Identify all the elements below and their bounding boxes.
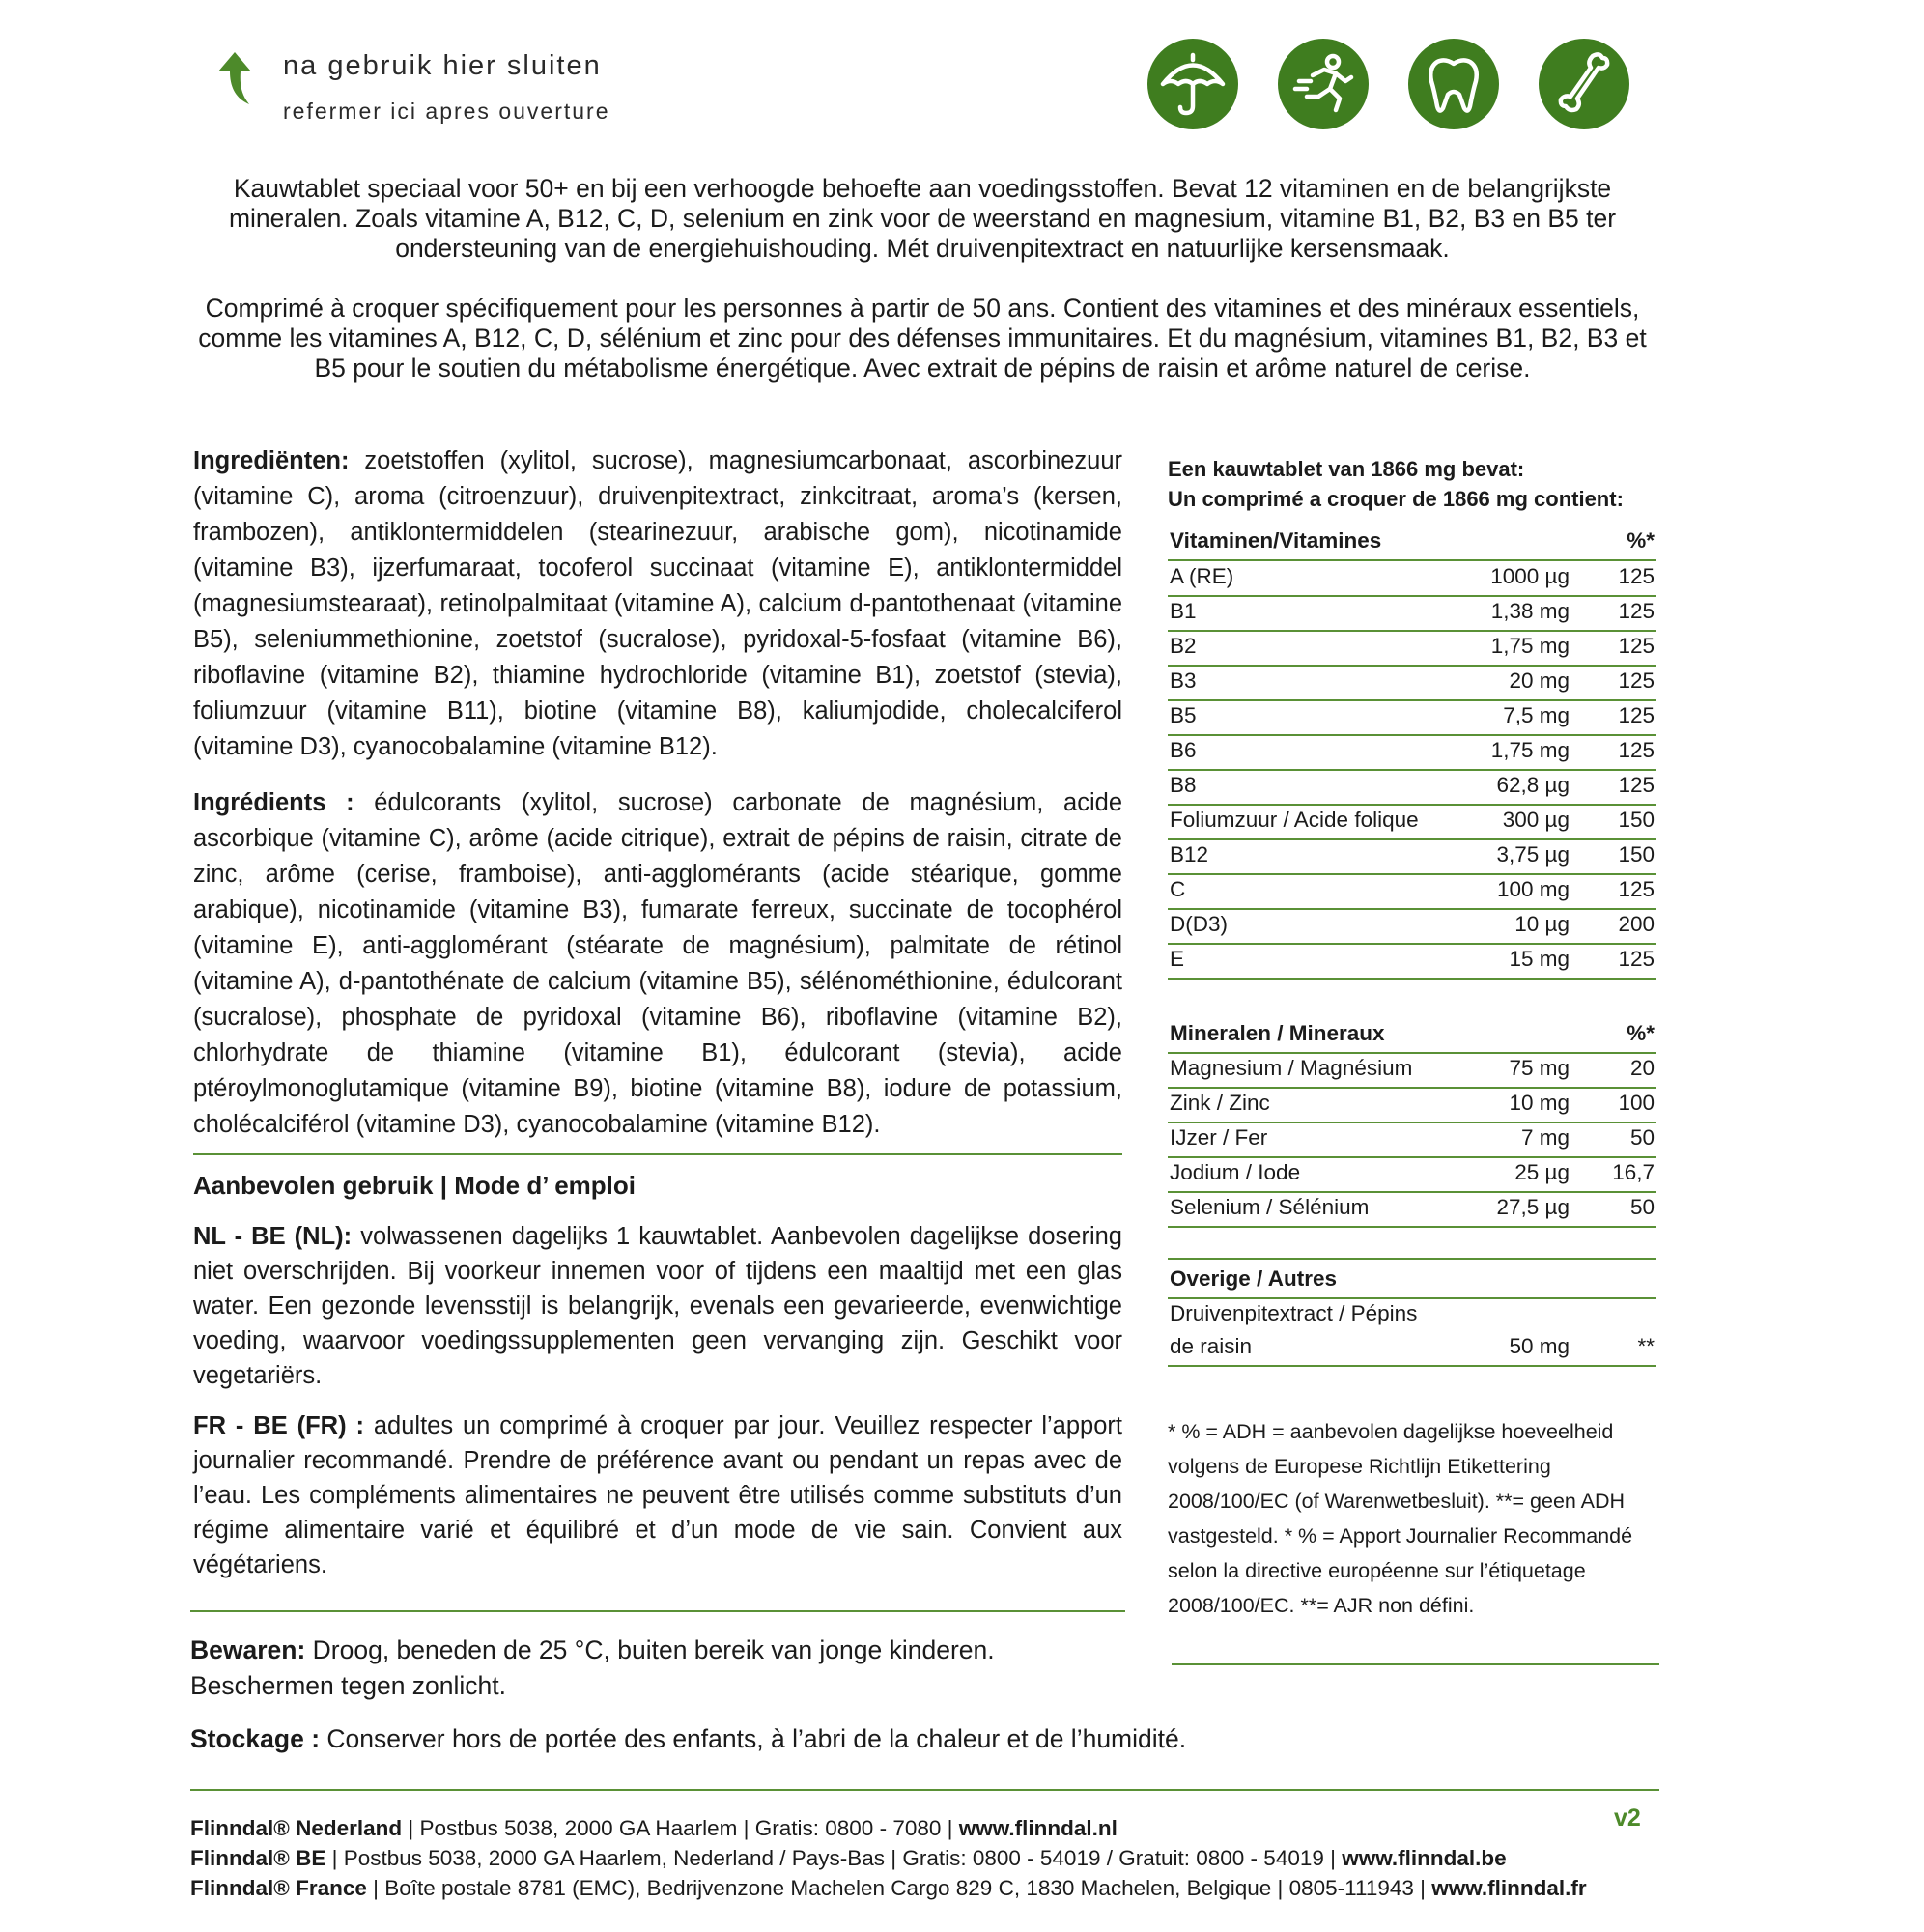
nutrient-name: Magnesium / Magnésium xyxy=(1170,1056,1413,1080)
table-row xyxy=(1168,700,1656,736)
ingredients-fr xyxy=(193,785,1122,1143)
footer-be xyxy=(190,1846,1507,1871)
vitamins-header-row xyxy=(1168,526,1656,561)
table-row xyxy=(1168,770,1656,806)
nutrient-amount: 10 mg xyxy=(1509,1091,1570,1115)
nutrient-amount: 1,75 mg xyxy=(1490,634,1570,658)
storage-fr-text: Conserver hors de portée des enfants, à l’abri de la chaleur et de l’humidité. xyxy=(320,1724,1187,1753)
other-header-row xyxy=(1168,1264,1656,1299)
ingredients-nl xyxy=(193,443,1122,765)
table-row xyxy=(1168,561,1656,597)
storage-fr-label: Stockage : xyxy=(190,1724,321,1753)
nutrient-pct: 200 xyxy=(1618,912,1655,936)
nutrient-pct: 125 xyxy=(1618,564,1655,588)
nutrient-name: B3 xyxy=(1170,668,1197,693)
table-row xyxy=(1168,909,1656,945)
close-instruction-nl: na gebruik hier sluiten xyxy=(283,50,602,81)
nutrient-pct: 125 xyxy=(1618,877,1655,901)
footer-fr-website-link[interactable]: www.flinndal.fr xyxy=(1431,1876,1587,1900)
nutrient-amount: 7 mg xyxy=(1520,1125,1570,1150)
footer-be-brand: Flinndal® BE xyxy=(190,1846,326,1870)
vitamins-header: Vitaminen/Vitamines xyxy=(1170,528,1382,553)
minerals-pct-header: %* xyxy=(1627,1021,1655,1045)
nutrient-name: C xyxy=(1170,877,1186,901)
storage-fr xyxy=(190,1721,1446,1757)
table-row xyxy=(1168,1053,1656,1089)
table-row xyxy=(1168,1331,1656,1367)
nutrient-pct: 150 xyxy=(1618,808,1655,832)
tooth-icon xyxy=(1408,39,1499,129)
nutrient-amount: 1,75 mg xyxy=(1490,738,1570,762)
nutrient-amount: 25 µg xyxy=(1514,1160,1570,1184)
nutrient-amount: 62,8 µg xyxy=(1496,773,1570,797)
nutrition-intro-nl: Een kauwtablet van 1866 mg bevat: xyxy=(1168,457,1525,481)
nutrient-name: B6 xyxy=(1170,738,1197,762)
footer-be-website-link[interactable]: www.flinndal.be xyxy=(1342,1846,1507,1870)
nutrient-pct: 50 xyxy=(1629,1195,1655,1219)
storage-nl-text-2: Beschermen tegen zonlicht. xyxy=(190,1671,507,1700)
nutrient-amount: 1,38 mg xyxy=(1490,599,1570,623)
divider xyxy=(193,1153,1122,1155)
nutrient-name: Druivenpitextract / Pépins xyxy=(1170,1301,1418,1325)
table-row xyxy=(1168,1122,1656,1158)
nutrition-intro xyxy=(1168,454,1656,514)
nutrient-pct: 125 xyxy=(1618,668,1655,693)
nutrient-pct: 125 xyxy=(1618,634,1655,658)
table-row xyxy=(1168,596,1656,632)
nutrient-amount: 300 µg xyxy=(1502,808,1570,832)
storage-nl-label: Bewaren: xyxy=(190,1635,306,1664)
nutrient-pct: 125 xyxy=(1618,947,1655,971)
footer-fr-brand: Flinndal® France xyxy=(190,1876,367,1900)
nutrient-amount: 75 mg xyxy=(1509,1056,1570,1080)
table-row xyxy=(1168,944,1656,980)
vitamins-pct-header: %* xyxy=(1627,528,1655,553)
intro-text-fr: Comprimé à croquer spécifiquement pour les personnes à partir de 50 ans. Contient des vitamines et des minéraux essentiels, comme les vitamines A, B12, C, D, sélénium et zinc pour des défenses immunitaires. Et du magnésium, vitamines B1, B2, B3 et B5 pour le soutien du métabolisme énergétique. Avec extrait de pépins de raisin et arôme naturel de cerise. xyxy=(198,294,1647,383)
nutrient-amount: 20 mg xyxy=(1509,668,1570,693)
nutrient-pct: 125 xyxy=(1618,773,1655,797)
storage-nl xyxy=(190,1633,1156,1704)
table-row xyxy=(1168,1157,1656,1193)
nutrient-name: B2 xyxy=(1170,634,1197,658)
nutrient-pct: ** xyxy=(1637,1334,1655,1358)
nutrient-amount: 15 mg xyxy=(1509,947,1570,971)
usage-nl-label: NL - BE (NL): xyxy=(193,1223,353,1250)
version-label: v2 xyxy=(1614,1804,1641,1832)
close-instruction-fr: refermer ici apres ouverture xyxy=(283,99,610,124)
nutrient-amount: 100 mg xyxy=(1496,877,1570,901)
table-row xyxy=(1168,874,1656,910)
nutrient-name: IJzer / Fer xyxy=(1170,1125,1268,1150)
table-row xyxy=(1168,1192,1656,1228)
nutrient-amount: 3,75 µg xyxy=(1496,842,1570,867)
footer-fr-address: | Boîte postale 8781 (EMC), Bedrijvenzone Machelen Cargo 829 C, 1830 Machelen, Belgique | 0805-111943 | xyxy=(366,1876,1432,1900)
nutrient-name: B8 xyxy=(1170,773,1197,797)
footer-nl-address: | Postbus 5038, 2000 GA Haarlem | Gratis: 0800 - 7080 | xyxy=(402,1816,959,1840)
ingredients-fr-text: édulcorants (xylitol, sucrose) carbonate de magnésium, acide ascorbique (vitamine C), arôme (acide citrique), extrait de pépins de raisin, citrate de zinc, arôme (cerise, framboise), anti-agglomérants (acide stéarique, gomme arabique), nicotinamide (vitamine B3), fumarate ferreux, succinate de tocophérol (vitamine E), anti-agglomérant (stéarate de magnésium), palmitate de rétinol (vitamine A), d-pantothénate de calcium (vitamine B5), sélénométhionine, édulcorant (sucralose), phosphate de pyridoxal (vitamine B6), riboflavine (vitamine B2), chlorhydrate de thiamine (vitamine B1), édulcorant (stevia), acide ptéroylmonoglutamique (vitamine B9), biotine (vitamine B8), iodure de potassium, cholécalciférol (vitamine D3), cyanocobalamine (vitamine B12). xyxy=(193,789,1123,1138)
nutrient-pct: 100 xyxy=(1618,1091,1655,1115)
umbrella-icon xyxy=(1147,39,1238,129)
table-row xyxy=(1168,1298,1656,1332)
ingredients-nl-label: Ingrediënten: xyxy=(193,447,350,474)
nutrient-amount: 7,5 mg xyxy=(1503,703,1570,727)
nutrient-amount: 50 mg xyxy=(1509,1334,1570,1358)
minerals-header-row xyxy=(1168,1018,1656,1054)
nutrient-name: Selenium / Sélénium xyxy=(1170,1195,1370,1219)
nutrient-name: B12 xyxy=(1170,842,1209,867)
nutrient-amount: 1000 µg xyxy=(1490,564,1570,588)
nutrient-pct: 20 xyxy=(1629,1056,1655,1080)
nutrient-amount: 27,5 µg xyxy=(1496,1195,1570,1219)
nutrient-name: A (RE) xyxy=(1170,564,1234,588)
storage-nl-text: Droog, beneden de 25 °C, buiten bereik van jonge kinderen. xyxy=(305,1635,995,1664)
ingredients-fr-label: Ingrédients : xyxy=(193,789,354,816)
nutrient-pct: 125 xyxy=(1618,599,1655,623)
nutrient-name: B5 xyxy=(1170,703,1197,727)
nutrient-pct: 125 xyxy=(1618,738,1655,762)
nutrient-pct: 16,7 xyxy=(1612,1160,1655,1184)
footer-nl-brand: Flinndal® Nederland xyxy=(190,1816,403,1840)
nutrient-name: B1 xyxy=(1170,599,1197,623)
usage-nl xyxy=(193,1219,1122,1393)
nutrient-name: Zink / Zinc xyxy=(1170,1091,1270,1115)
nutrition-table xyxy=(1168,526,1656,1434)
nutrition-intro-fr: Un comprimé a croquer de 1866 mg contient: xyxy=(1168,487,1624,511)
footer-fr xyxy=(190,1876,1587,1901)
usage-nl-text: volwassenen dagelijks 1 kauwtablet. Aanbevolen dagelijkse dosering niet overschrijden. Bij voorkeur innemen voor of tijdens een maaltijd met een glas water. Een gezonde levensstijl is belangrijk, evenals een gevarieerde, evenwichtige voeding, waarvoor voedingssupplementen geen vervanging zijn. Geschikt voor vegetariërs. xyxy=(193,1223,1122,1389)
nutrient-name: D(D3) xyxy=(1170,912,1228,936)
footer-nl xyxy=(190,1816,1118,1841)
nutrient-pct: 50 xyxy=(1629,1125,1655,1150)
table-row xyxy=(1168,666,1656,701)
minerals-header: Mineralen / Mineraux xyxy=(1170,1021,1385,1045)
usage-fr-label: FR - BE (FR) : xyxy=(193,1412,364,1439)
table-row xyxy=(1168,805,1656,840)
bone-icon xyxy=(1539,39,1629,129)
benefit-icons xyxy=(1147,39,1630,131)
ingredients-nl-text: zoetstoffen (xylitol, sucrose), magnesiumcarbonaat, ascorbinezuur (vitamine C), aroma (citroenzuur), druivenpitextract, zinkcitraat, aroma’s (kersen, frambozen), antiklontermiddelen (stearinezuur, arabische gom), nicotinamide (vitamine B3), ijzerfumaraat, tocoferol succinaat (vitamine E), antiklontermiddel (magnesiumstearaat), retinolpalmitaat (vitamine A), calcium d-pantothenaat (vitamine B5), seleniummethionine, zoetstof (sucralose), pyridoxal-5-fosfaat (vitamine B6), riboflavine (vitamine B2), thiamine hydrochloride (vitamine B1), zoetstof (stevia), foliumzuur (vitamine B11), biotine (vitamine B8), kaliumjodide, cholecalciferol (vitamine D3), cyanocobalamine (vitamine B12). xyxy=(193,447,1122,760)
table-row xyxy=(1168,1088,1656,1123)
other-header: Overige / Autres xyxy=(1170,1266,1337,1291)
nutrient-pct: 125 xyxy=(1618,703,1655,727)
running-person-icon xyxy=(1278,39,1369,129)
usage-heading: Aanbevolen gebruik | Mode d’ emploi xyxy=(193,1171,637,1200)
table-row xyxy=(1168,735,1656,771)
divider xyxy=(1172,1663,1659,1665)
usage-fr xyxy=(193,1408,1122,1582)
table-row xyxy=(1168,631,1656,667)
nutrient-pct: 150 xyxy=(1618,842,1655,867)
intro-text-nl: Kauwtablet speciaal voor 50+ en bij een verhoogde behoefte aan voedingsstoffen. Bevat 12 vitaminen en de belangrijkste mineralen. Zoals vitamine A, B12, C, D, selenium en zink voor de weerstand en magnesium, vitamine B1, B2, B3 en B5 ter ondersteuning van de energiehuishouding. Mét druivenpitextract en natuurlijke kersensmaak. xyxy=(228,174,1617,263)
table-row xyxy=(1168,839,1656,875)
close-here-arrow-icon xyxy=(214,50,255,106)
nutrient-name: Jodium / Iode xyxy=(1170,1160,1301,1184)
nutrient-name: E xyxy=(1170,947,1185,971)
divider xyxy=(190,1610,1125,1612)
nutrient-name-cont: de raisin xyxy=(1170,1334,1253,1358)
divider xyxy=(190,1789,1659,1791)
usage-fr-text: adultes un comprimé à croquer par jour. Veuillez respecter l’apport journalier recommandé. Prendre de préférence avant ou pendant un repas avec de l’eau. Les compléments alimentaires ne peuvent être utilisés comme substituts d’un régime alimentaire varié et équilibré et d’un mode de vie sain. Convient aux végétariens. xyxy=(193,1412,1122,1578)
footer-nl-website-link[interactable]: www.flinndal.nl xyxy=(958,1816,1118,1840)
footer-be-address: | Postbus 5038, 2000 GA Haarlem, Nederland / Pays-Bas | Gratis: 0800 - 54019 / Gratuit: 0800 - 54019 | xyxy=(325,1846,1343,1870)
footnote: * % = ADH = aanbevolen dagelijkse hoeveelheid volgens de Europese Richtlijn Etikettering 2008/100/EC (of Warenwetbesluit). **= geen ADH vastgesteld. * % = Apport Journalier Recommandé selon la directive européenne sur l’étiquetage 2008/100/EC. **= AJR non défini. xyxy=(1168,1420,1633,1617)
nutrient-amount: 10 µg xyxy=(1514,912,1570,936)
nutrient-name: Foliumzuur / Acide folique xyxy=(1170,808,1419,832)
